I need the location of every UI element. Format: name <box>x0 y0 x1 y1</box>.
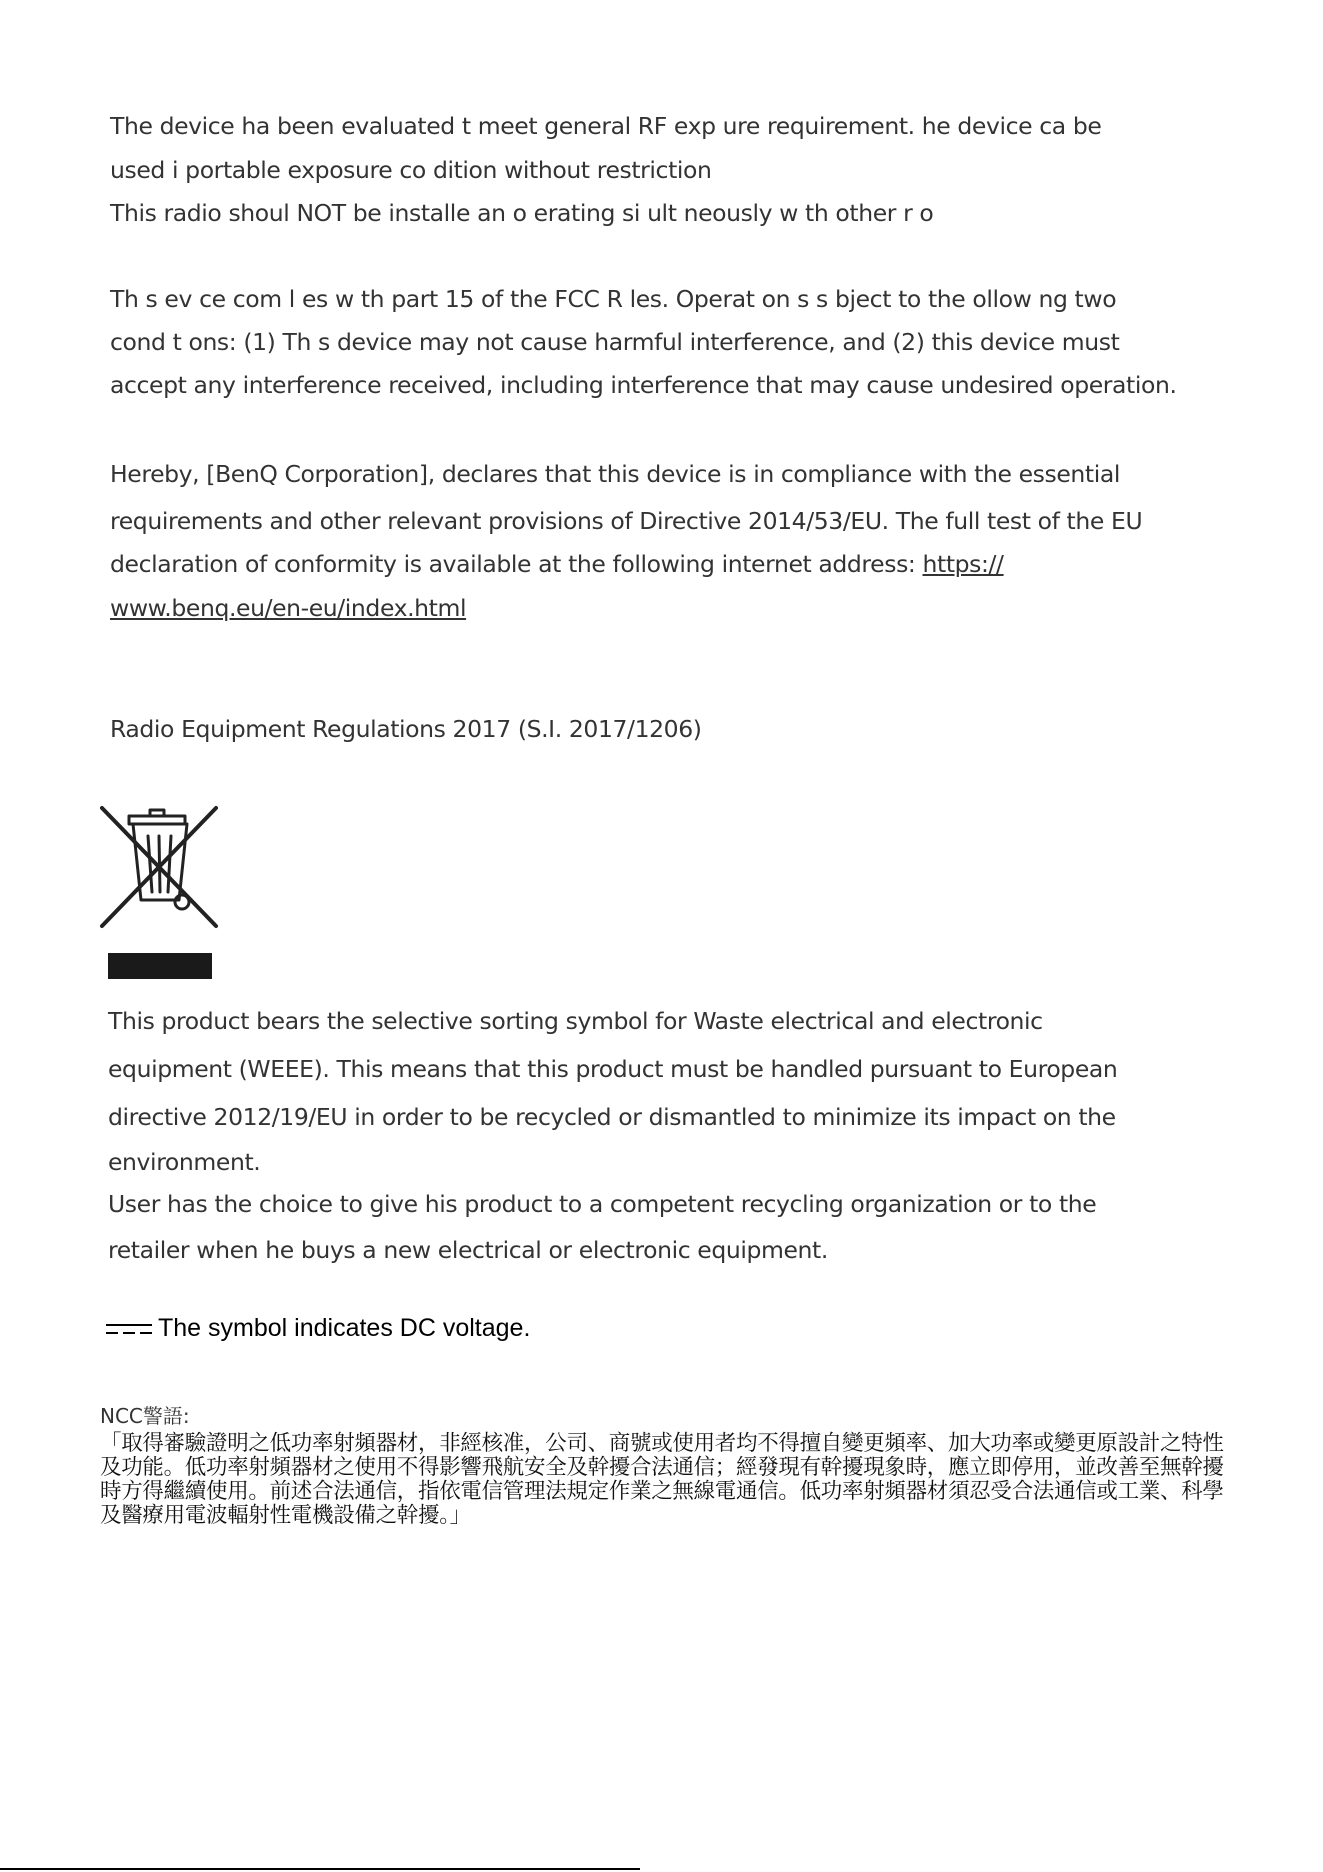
dc-voltage-note <box>106 1314 530 1343</box>
eu-declaration-line-4 <box>110 594 466 622</box>
eu-declaration-text: declaration of conformity is available at the following internet address: <box>110 550 923 578</box>
ncc-warning-title: NCC警語: <box>100 1404 190 1428</box>
fcc-line-1: Th s ev ce com l es w th part 15 of the FCC R les. Operat on s s bject to the ollow ng two <box>110 285 1117 313</box>
weee-line-4: environment. <box>108 1148 261 1176</box>
weee-line-6: retailer when he buys a new electrical or electronic equipment. <box>108 1236 828 1264</box>
crossed-out-wheelie-bin-icon <box>96 796 222 980</box>
rf-exposure-line-2: used i portable exposure co dition without restriction <box>110 156 712 184</box>
benq-url-link[interactable]: www.benq.eu/en-eu/index.html <box>110 594 467 622</box>
eu-declaration-line-3 <box>110 550 1004 578</box>
fcc-line-3: accept any interference received, including interference that may cause undesired operation. <box>110 371 1177 399</box>
fcc-line-2: cond t ons: (1) Th s device may not cause harmful interference, and (2) this device must <box>110 328 1120 356</box>
eu-declaration-line-2: requirements and other relevant provisions of Directive 2014/53/EU. The full test of the EU <box>110 507 1143 535</box>
rf-exposure-line-3: This radio shoul NOT be installe an o erating si ult neously w th other r o <box>110 199 934 227</box>
dc-voltage-text: The symbol indicates DC voltage. <box>158 1314 531 1342</box>
ncc-warning-body: 「取得審驗證明之低功率射頻器材，非經核准，公司、商號或使用者均不得擅自變更頻率、加大功率或變更原設計之特性及功能。低功率射頻器材之使用不得影響飛航安全及幹擾合法通信；經發現有幹擾現象時，應立即停用，並改善至無幹擾時方得繼續使用。前述合法通信，指依電信管理法規定作業之無線電通信。低功率射頻器材須忍受合法通信或工業、科學及醫療用電波輻射性電機設備之幹擾。」 <box>100 1431 1224 1528</box>
rf-exposure-line-1: The device ha been evaluated t meet general RF exp ure requirement. he device ca be <box>110 112 1102 140</box>
uk-regulation-line: Radio Equipment Regulations 2017 (S.I. 2017/1206) <box>110 715 702 743</box>
dc-voltage-symbol-icon <box>106 1321 152 1337</box>
weee-line-5: User has the choice to give his product to a competent recycling organization or to the <box>108 1190 1097 1218</box>
weee-line-1: This product bears the selective sorting symbol for Waste electrical and electronic <box>108 1007 1043 1035</box>
benq-url-link-start[interactable]: https:// <box>922 550 1004 578</box>
eu-declaration-line-1: Hereby, [BenQ Corporation], declares that this device is in compliance with the essential <box>110 460 1120 488</box>
footer-divider <box>0 1868 640 1870</box>
weee-line-2: equipment (WEEE). This means that this product must be handled pursuant to European <box>108 1055 1118 1083</box>
weee-line-3: directive 2012/19/EU in order to be recycled or dismantled to minimize its impact on the <box>108 1103 1116 1131</box>
